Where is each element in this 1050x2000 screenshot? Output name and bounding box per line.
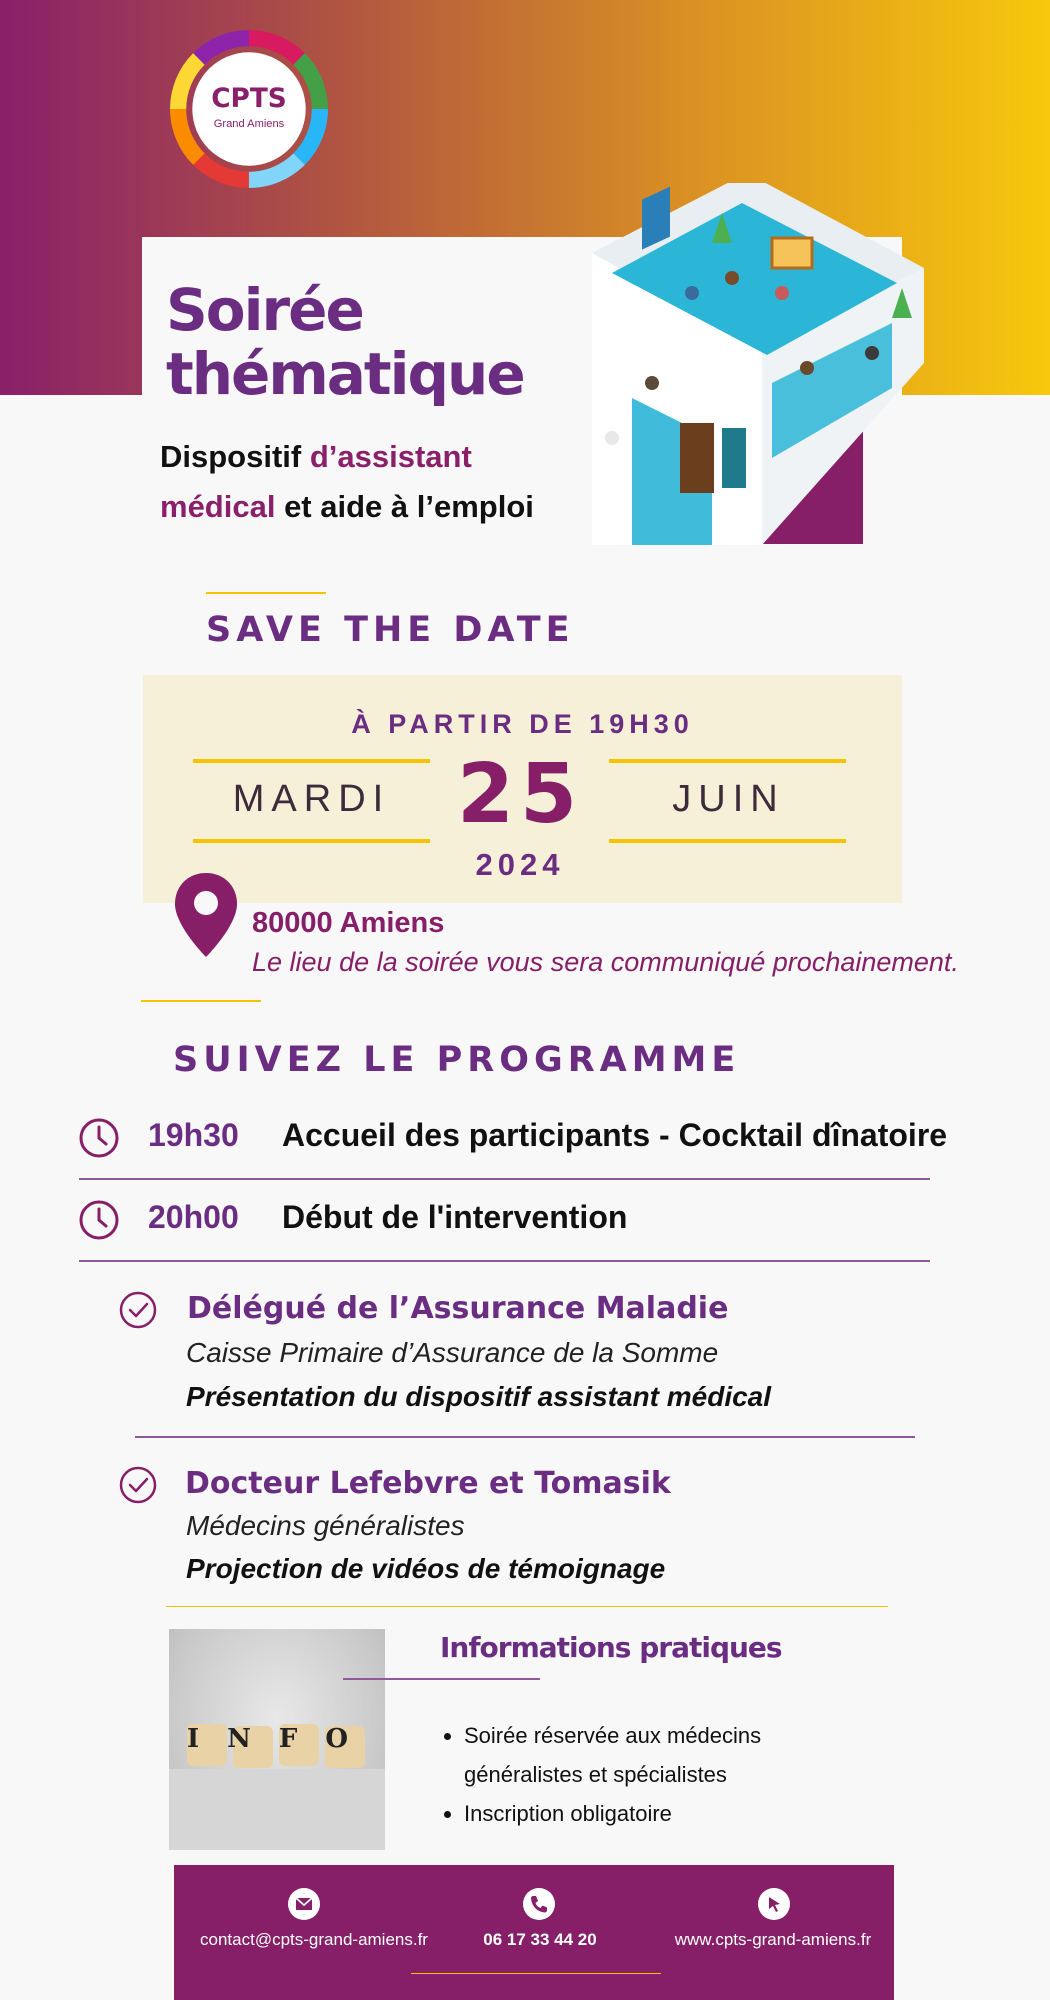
speaker-name: Docteur Lefebvre et Tomasik xyxy=(185,1466,671,1501)
speaker-topic: Présentation du dispositif assistant médical xyxy=(186,1381,772,1412)
speaker-topic: Projection de vidéos de témoignage xyxy=(186,1553,666,1584)
footer-website-link[interactable]: www.cpts-grand-amiens.fr xyxy=(674,1930,872,1949)
info-bullet: • Soirée réservée aux médecins généralistes et spécialistes xyxy=(464,1716,864,1794)
location-city: 80000 Amiens xyxy=(252,907,445,939)
decor-line xyxy=(206,592,326,594)
info-heading: Informations pratiques xyxy=(440,1631,782,1664)
start-time: À PARTIR DE 19H30 xyxy=(351,709,694,739)
hero-title-line2: thématique xyxy=(166,340,524,408)
info-bullet: • Inscription obligatoire xyxy=(464,1794,864,1833)
logo-text: CPTS xyxy=(211,83,287,114)
clock-icon xyxy=(78,1199,120,1241)
date-divider xyxy=(609,839,846,843)
date-year: 2024 xyxy=(475,847,565,882)
program-event: Accueil des participants - Cocktail dînatoire xyxy=(282,1117,948,1153)
section-divider xyxy=(166,1606,888,1607)
location-note: Le lieu de la soirée vous sera communiqué prochainement. xyxy=(252,947,959,977)
check-circle-icon xyxy=(118,1465,158,1505)
footer-divider xyxy=(411,1973,661,1974)
mail-icon xyxy=(287,1887,321,1921)
phone-icon xyxy=(522,1887,556,1921)
program-heading: SUIVEZ LE PROGRAMME xyxy=(173,1040,741,1080)
subtitle-highlight: d’assistant médical xyxy=(160,439,472,524)
speaker-org: Médecins généralistes xyxy=(186,1510,465,1541)
speaker-org: Caisse Primaire d’Assurance de la Somme xyxy=(186,1337,719,1368)
date-divider xyxy=(193,839,430,843)
location-pin-icon xyxy=(173,871,239,959)
info-image-text: INFO xyxy=(187,1724,377,1754)
info-list xyxy=(434,1716,864,1833)
hero-title-line1: Soirée xyxy=(166,276,363,344)
hero-subtitle xyxy=(160,432,590,532)
program-divider xyxy=(79,1178,930,1180)
clock-icon xyxy=(78,1117,120,1159)
footer-phone-link[interactable]: 06 17 33 44 20 xyxy=(483,1930,597,1949)
date-month: JUIN xyxy=(672,778,785,820)
date-weekday: MARDI xyxy=(232,778,391,820)
save-the-date-heading: SAVE THE DATE xyxy=(206,610,575,650)
speaker-name: Délégué de l’Assurance Maladie xyxy=(187,1291,729,1326)
medical-office-illustration xyxy=(592,183,924,545)
program-time: 19h30 xyxy=(148,1117,239,1153)
info-heading-underline xyxy=(343,1678,540,1680)
date-divider xyxy=(609,759,846,763)
date-divider xyxy=(193,759,430,763)
footer-email-link[interactable]: contact@cpts-grand-amiens.fr xyxy=(200,1930,428,1949)
logo-subtext: Grand Amiens xyxy=(213,118,285,131)
program-time: 20h00 xyxy=(148,1199,239,1235)
subtitle-part3: et aide à l’emploi xyxy=(275,489,534,524)
cursor-icon xyxy=(757,1887,791,1921)
subtitle-part1: Dispositif xyxy=(160,439,310,474)
check-circle-icon xyxy=(118,1290,158,1330)
speaker-divider xyxy=(135,1436,915,1438)
date-day: 25 xyxy=(456,747,584,842)
decor-line xyxy=(141,1000,261,1002)
program-event: Début de l'intervention xyxy=(282,1199,628,1235)
info-dice-letters xyxy=(169,1724,385,1764)
cpts-logo xyxy=(168,28,330,190)
program-divider xyxy=(79,1260,930,1262)
